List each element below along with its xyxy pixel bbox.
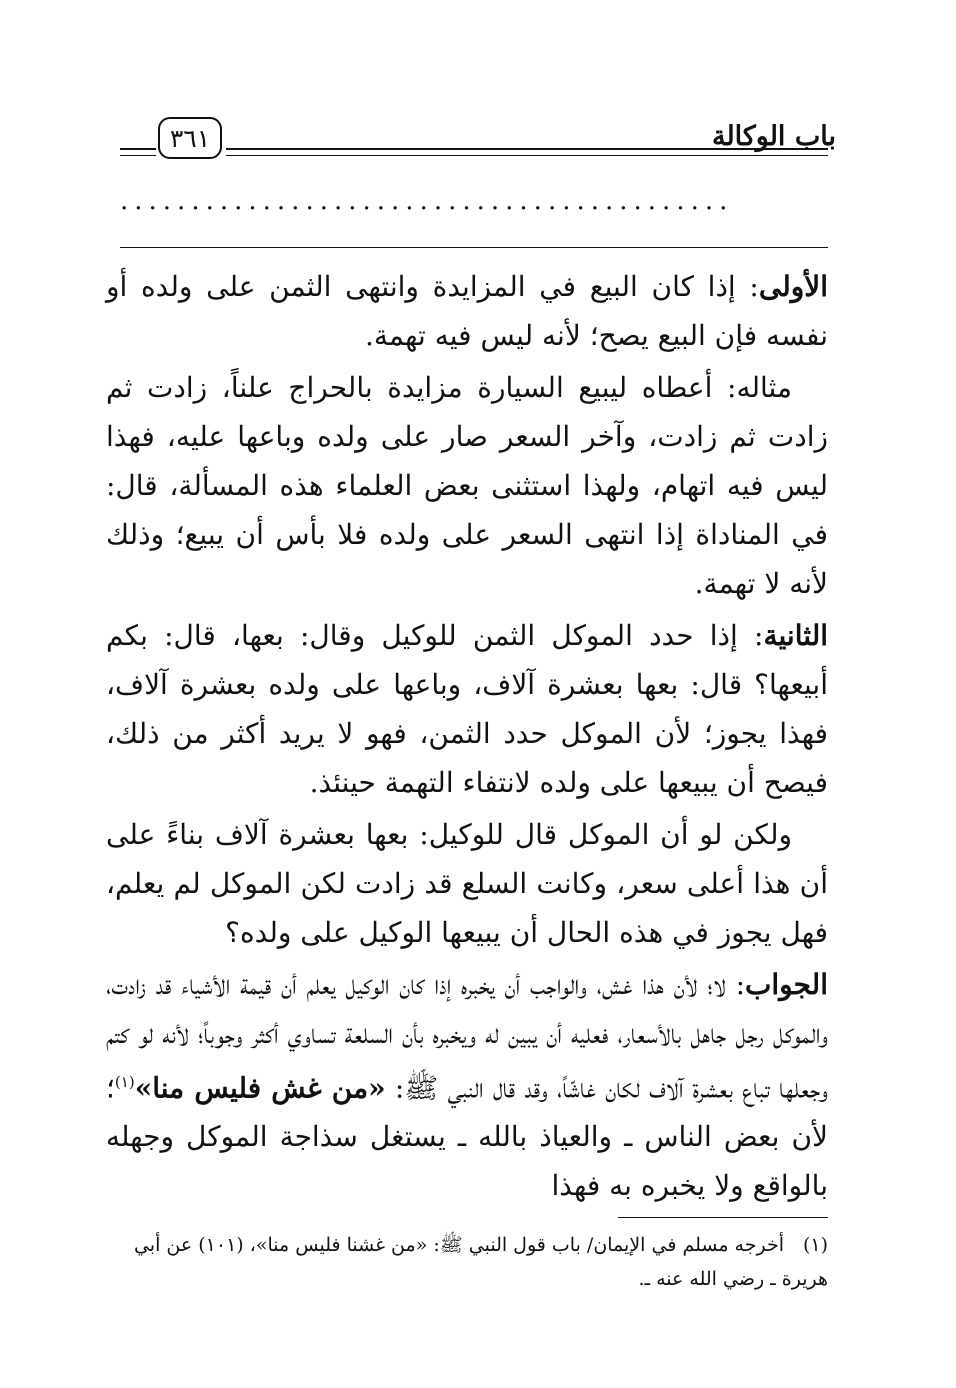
- footnote-text: أخرجه مسلم في الإيمان/ باب قول النبي ﷺ: «من غشنا فليس منا»، (١٠١) عن أبي هريرة ـ رضي الله عنه ـ.: [133, 1234, 828, 1290]
- paragraph-text: ولكن لو أن الموكل قال للوكيل: بعها بعشرة آلاف بناءً على أن هذا أعلى سعر، وكانت السلع قد زادت لكن الموكل لم يعلم، فهل يجوز في هذه الحال أن يبيعها الوكيل على ولده؟: [106, 818, 828, 949]
- footnote-ref[interactable]: (١): [114, 1073, 135, 1091]
- paragraph-lead: الثانية: [763, 619, 828, 652]
- paragraph-second: [106, 611, 828, 807]
- header-rule-left-thin: [120, 155, 156, 156]
- answer-lead: الجواب: [745, 968, 828, 1001]
- header-rule-right-thin: [226, 155, 828, 156]
- section-rule: [120, 247, 828, 248]
- paragraph-example: [106, 363, 828, 608]
- paragraph-text: : إذا حدد الموكل الثمن للوكيل وقال: بعها، قال: بكم أبيعها؟ قال: بعها بعشرة آلاف، وباعها على ولده بعشرة آلاف، فهذا يجوز؛ لأن الموكل حدد الثمن، فهو لا يريد أكثر من ذلك، فيصح أن يبيعها على ولده لانتفاء التهمة حينئذ.: [106, 619, 829, 799]
- answer-text-continued: ؛ لأن بعض الناس ـ والعياذ بالله ـ يستغل سذاجة الموكل وجهله بالواقع ولا يخبره به فهذا: [106, 1071, 828, 1203]
- chapter-title: باب الوكالة: [711, 121, 836, 152]
- footnote-number: (١): [802, 1234, 828, 1256]
- header-rule-left: [120, 148, 156, 150]
- answer-text: : لا؛ لأن هذا غش، والواجب أن يخبره إذا كان الوكيل يعلم أن قيمة الأشياء قد زادت، والموكل رجل جاهل بالأسعار، فعليه أن يبين له ويخبره بأن السلعة تساوي أكثر وجوباً؛ لأنه لو كتم وجعلها تباع بعشرة آلاف لكان غاشّاً، وقد قال النبي ﷺ:: [106, 968, 828, 1105]
- paragraph-lead: الأولى: [758, 270, 828, 303]
- page-number-text: ٣٦١: [169, 123, 211, 153]
- paragraph-first: [106, 262, 828, 360]
- hadith-quote: «من غش فليس منا»: [134, 1071, 386, 1105]
- footnote-rule: [618, 1217, 828, 1218]
- page-number: [158, 117, 222, 159]
- footnote: [108, 1228, 828, 1296]
- dotted-separator: ...........................................: [120, 188, 734, 214]
- paragraph-text: : إذا كان البيع في المزايدة وانتهى الثمن على ولده أو نفسه فإن البيع يصح؛ لأنه ليس فيه تهمة.: [106, 270, 828, 352]
- paragraph-text: مثاله: أعطاه ليبيع السيارة مزايدة بالحراج علناً، زادت ثم زادت ثم زادت، وآخر السعر صار على ولده وباعها عليه، فهذا ليس فيه اتهام، ولهذا استثنى بعض العلماء هذه المسألة، قال: في المناداة إذا انتهى السعر على ولده فلا بأس أن يبيع؛ وذلك لأنه لا تهمة.: [106, 371, 828, 600]
- main-text: [106, 262, 828, 1213]
- paragraph-question: [106, 810, 828, 957]
- paragraph-answer: [106, 960, 828, 1210]
